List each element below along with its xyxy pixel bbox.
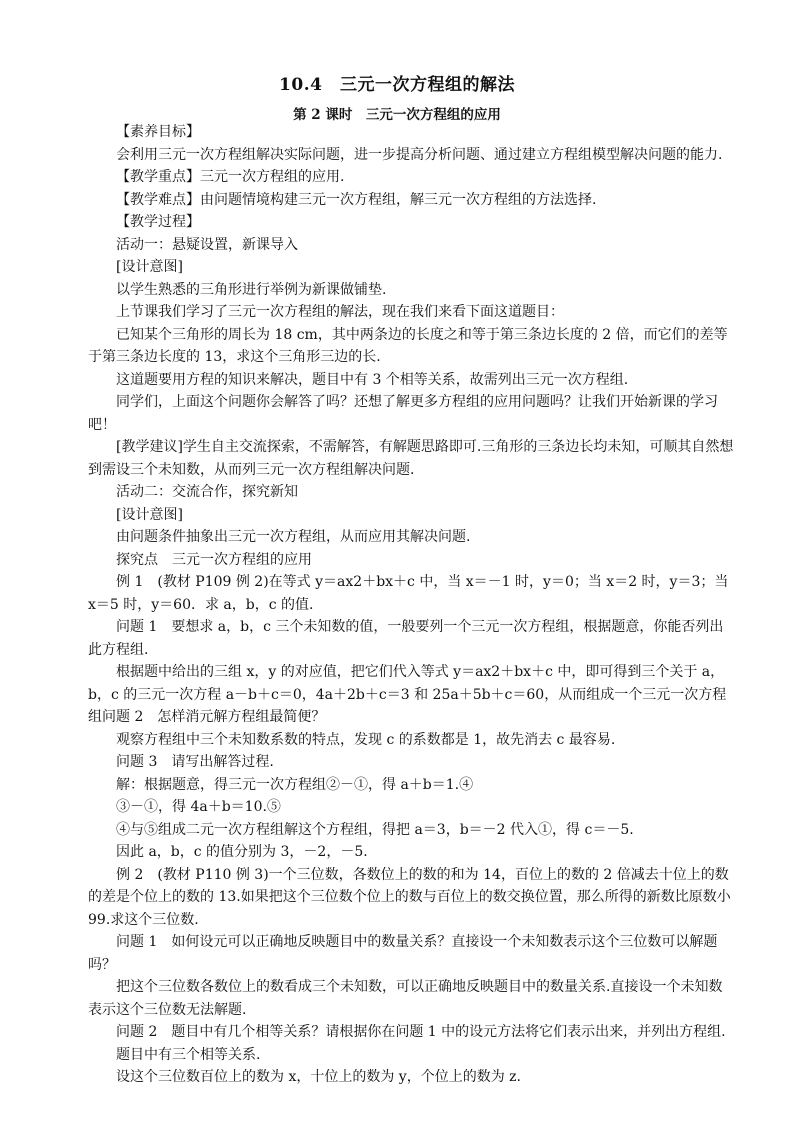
- paragraph: 已知某个三角形的周长为 18 cm，其中两条边的长度之和等于第三条边长度的 2 倍，而它们的差等于第三条边长度的 13，求这个三角形三边的长.: [88, 326, 728, 365]
- paragraph: 【教学重点】三元一次方程组的应用.: [116, 169, 345, 185]
- paragraph: 【素养目标】: [116, 124, 200, 140]
- paragraph: 会利用三元一次方程组解决实际问题，进一步提高分析问题、通过建立方程组模型解决问题的能力.: [116, 146, 723, 163]
- paragraph: 设这个三位数百位上的数为 x，十位上的数为 y，个位上的数为 z.: [116, 1069, 521, 1085]
- paragraph: [设计意图]: [116, 506, 183, 523]
- paragraph: 活动一：悬疑设置，新课导入: [116, 236, 298, 253]
- paragraph: 把这个三位数各数位上的数看成三个未知数，可以正确地反映题目中的数量关系.直接设一个未知数表示这个三位数无法解题.: [88, 979, 723, 1018]
- paragraph: 这道题要用方程的知识来解决，题目中有 3 个相等关系，故需列出三元一次方程组.: [116, 371, 629, 388]
- paragraph: ③－①，得 4a＋b＝10.⑤: [116, 799, 281, 815]
- paragraph: [设计意图]: [116, 259, 183, 275]
- paragraph: 问题 1 如何设元可以正确地反映题目中的数量关系？直接设一个未知数表示这个三位数可以解题吗？: [88, 934, 718, 973]
- paragraph: 上节课我们学习了三元一次方程组的解法，现在我们来看下面这道题目：: [116, 304, 564, 320]
- paragraph: 例 1 (教材 P109 例 2)在等式 y＝ax2＋bx＋c 中，当 x＝－1 时，y＝0；当 x＝2 时，y＝3；当 x＝5 时，y＝60．求 a，b，c 的值.: [88, 574, 729, 613]
- paragraph: 例 2 (教材 P110 例 3)一个三位数，各数位上的数的和为 14，百位上的数的 2 倍减去十位上的数的差是个位上的数的 13.如果把这个三位数个位上的数与百位上的数交换位置，那么所得的新数比原数小 99.求这个三位数.: [88, 866, 731, 928]
- paragraph: 【教学难点】由问题情境构建三元一次方程组，解三元一次方程组的方法选择.: [116, 191, 597, 208]
- document-title: 10.4 三元一次方程组的解法: [279, 75, 515, 95]
- paragraph: ④与⑤组成二元一次方程组解这个方程组，得把 a＝3，b＝－2 代入①，得 c＝－5.: [116, 821, 634, 838]
- paragraph: 问题 3 请写出解答过程.: [116, 754, 274, 770]
- paragraph: 问题 2 题目中有几个相等关系？请根据你在问题 1 中的设元方法将它们表示出来，并列出方程组.: [116, 1024, 726, 1040]
- paragraph: 观察方程组中三个未知数系数的特点，发现 c 的系数都是 1，故先消去 c 最容易.: [116, 731, 616, 748]
- paragraph: 问题 1 要想求 a，b，c 三个未知数的值，一般要列一个三元一次方程组，根据题意，你能否列出此方程组.: [88, 619, 724, 658]
- paragraph: 因此 a，b，c 的值分别为 3，－2，－5.: [116, 844, 368, 860]
- paragraph: 【教学过程】: [116, 214, 200, 230]
- document-body: [88, 121, 736, 1089]
- paragraph: 探究点 三元一次方程组的应用: [116, 551, 312, 568]
- paragraph: 活动二：交流合作，探究新知: [116, 484, 298, 500]
- paragraph: 解：根据题意，得三元一次方程组②－①，得 a＋b＝1.④: [116, 776, 474, 793]
- paragraph: 题目中有三个相等关系.: [116, 1046, 261, 1063]
- paragraph: 同学们，上面这个问题你会解答了吗？还想了解更多方程组的应用问题吗？让我们开始新课的学习吧！: [88, 394, 718, 433]
- paragraph: [教学建议]学生自主交流探索，不需解答，有解题思路即可.三角形的三条边长均未知，可顺其自然想到需设三个未知数，从而列三元一次方程组解决问题.: [88, 439, 734, 478]
- paragraph: 由问题条件抽象出三元一次方程组，从而应用其解决问题.: [116, 529, 471, 545]
- document-subtitle: 第 2 课时 三元一次方程组的应用: [293, 107, 501, 123]
- paragraph: 根据题中给出的三组 x，y 的对应值，把它们代入等式 y＝ax2＋bx＋c 中，即可得到三个关于 a，b，c 的三元一次方程 a－b＋c＝0，4a＋2b＋c＝3 和 25a＋5b＋c＝60，从而组成一个三元一次方程组问题 2 怎样消元解方程组最简便？: [88, 664, 727, 725]
- paragraph: 以学生熟悉的三角形进行举例为新课做铺垫.: [116, 281, 387, 298]
